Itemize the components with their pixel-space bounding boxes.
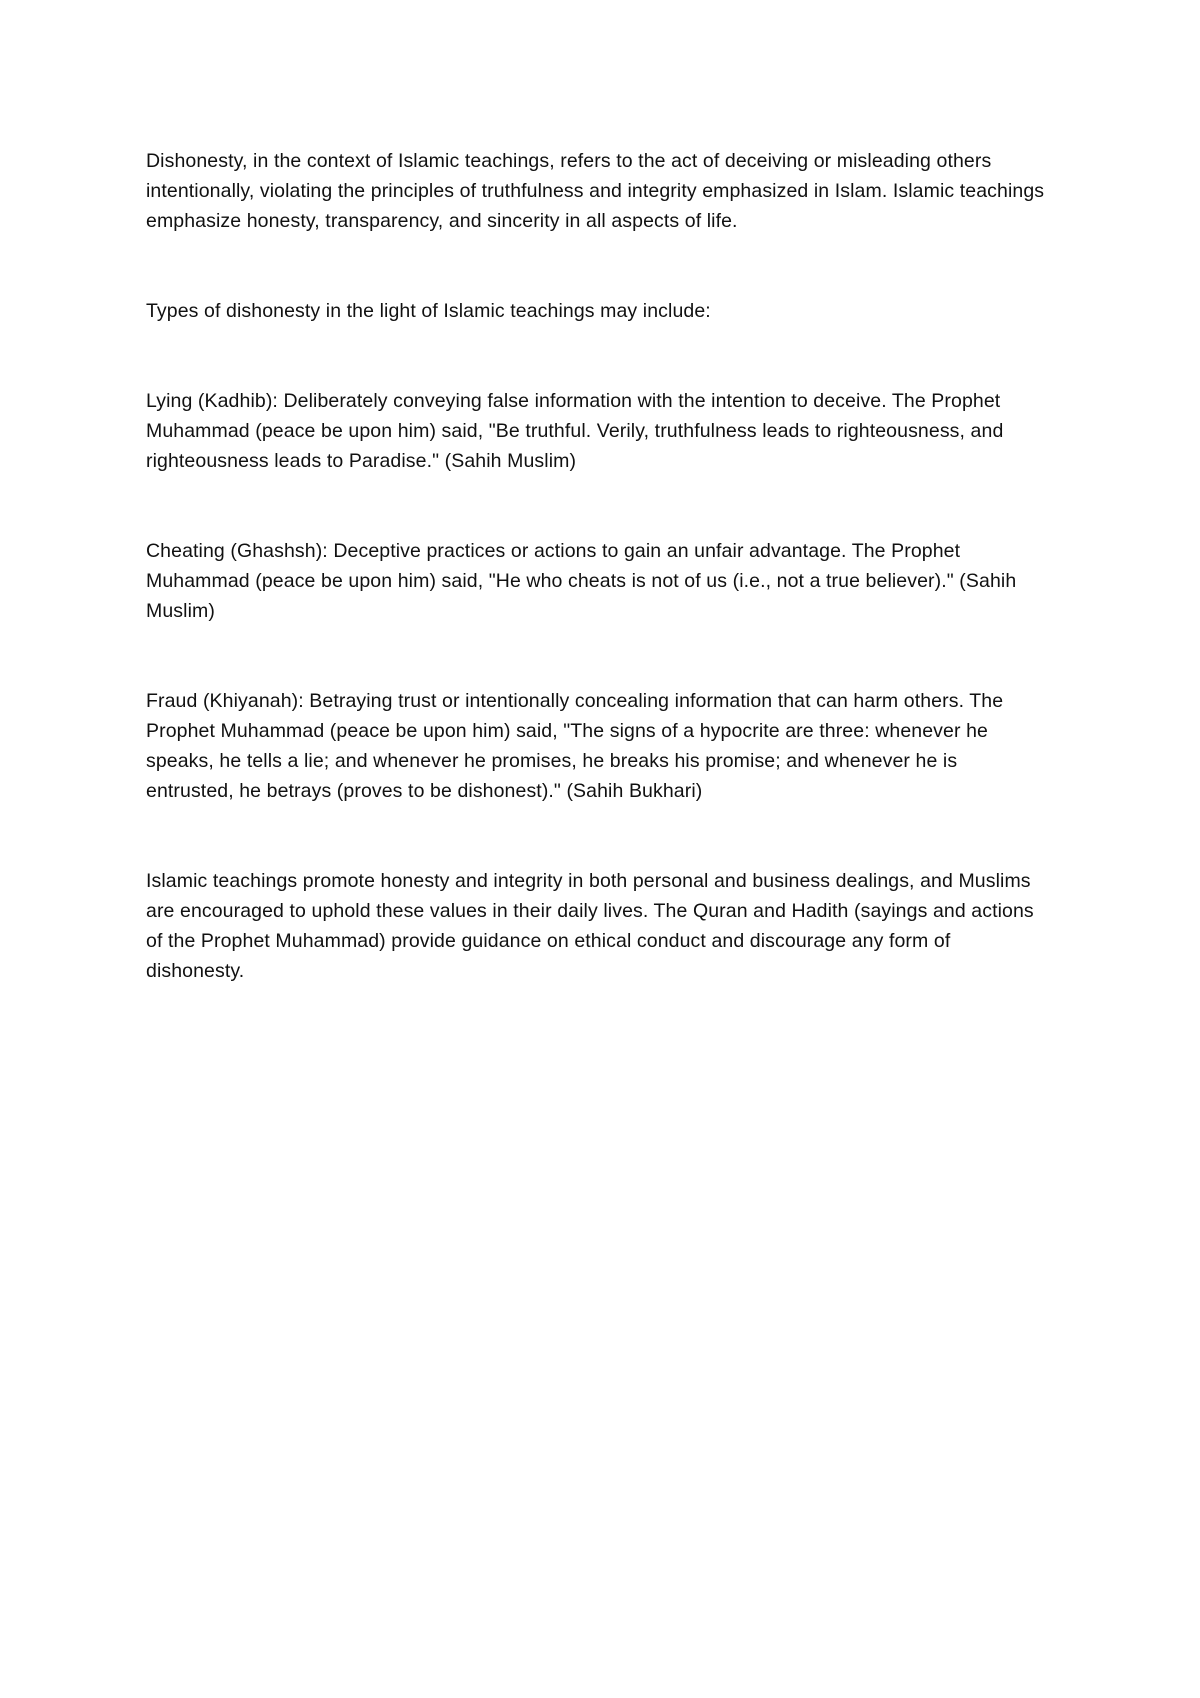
lying-paragraph: Lying (Kadhib): Deliberately conveying false information with the intention to deceive. The Prophet Muhammad (peace be upon him) said, "Be truthful. Verily, truthfulness leads to righteousness, and righteousness leads to Paradise." (Sahih Muslim) (146, 390, 1004, 472)
types-intro-paragraph: Types of dishonesty in the light of Islamic teachings may include: (146, 300, 711, 322)
intro-paragraph: Dishonesty, in the context of Islamic teachings, refers to the act of deceiving or misleading others intentionally, violating the principles of truthfulness and integrity emphasized in Islam. Islamic teachings emphasize honesty, transparency, and sincerity in all aspects of life. (146, 150, 1045, 232)
conclusion-paragraph: Islamic teachings promote honesty and integrity in both personal and business dealings, and Muslims are encouraged to uphold these values in their daily lives. The Quran and Hadith (sayings and actions of the Prophet Muhammad) provide guidance on ethical conduct and discourage any form of dishonesty. (146, 870, 1034, 982)
fraud-paragraph: Fraud (Khiyanah): Betraying trust or intentionally concealing information that can harm others. The Prophet Muhammad (peace be upon him) said, "The signs of a hypocrite are three: whenever he speaks, he tells a lie; and whenever he promises, he breaks his promise; and whenever he is entrusted, he betrays (proves to be dishonest)." (Sahih Bukhari) (146, 690, 1004, 802)
document-body (146, 146, 1046, 986)
cheating-paragraph: Cheating (Ghashsh): Deceptive practices or actions to gain an unfair advantage. The Prophet Muhammad (peace be upon him) said, "He who cheats is not of us (i.e., not a true believer)." (Sahih Muslim) (146, 540, 1017, 622)
